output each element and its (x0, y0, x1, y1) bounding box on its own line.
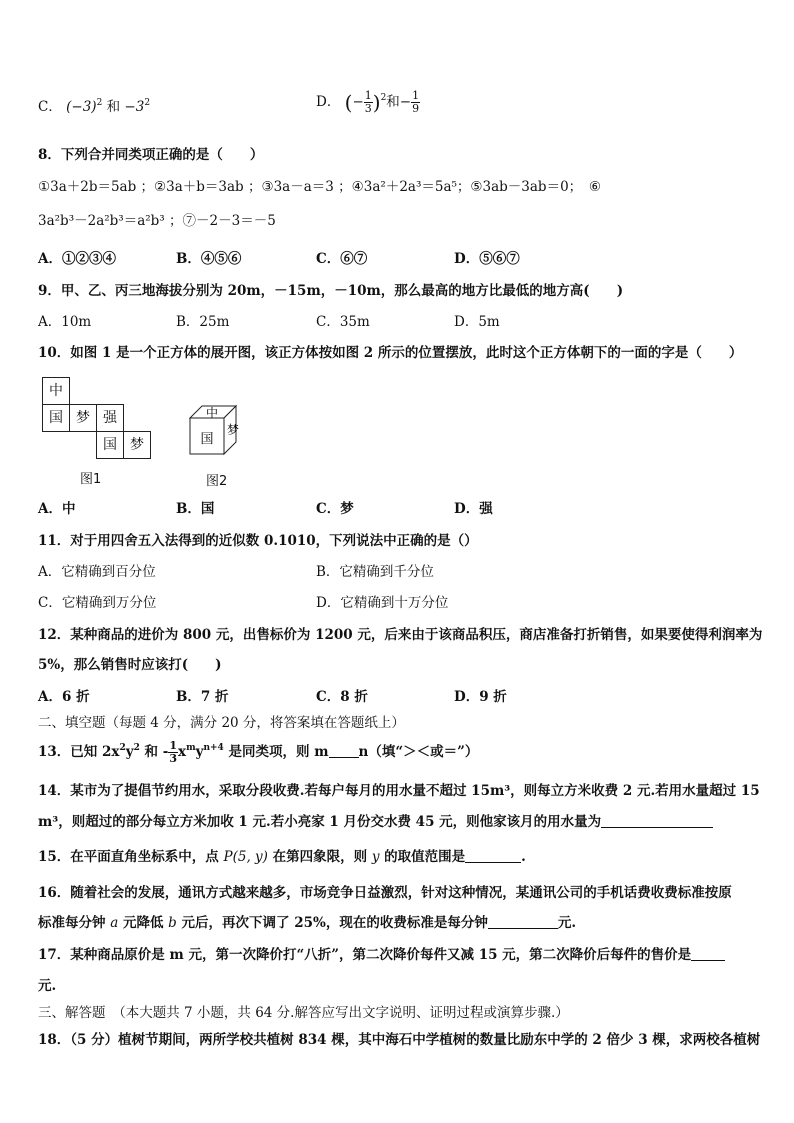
q11-option-d: D．它精确到十万分位 (316, 595, 449, 611)
q15-point: P(5, y) (223, 849, 268, 865)
cube-face-front: 国 (200, 432, 214, 447)
q8-stem: 8．下列合并同类项正确的是（ ） (38, 147, 264, 163)
q16-answer-blank[interactable] (488, 914, 558, 929)
q11-option-b: B．它精确到千分位 (316, 564, 434, 580)
q12-option-c: C．8 折 (316, 689, 368, 705)
q16-line2: 标准每分钟 a 元降低 b 元后，再次下调了 25%，现在的收费标准是每分钟 元. (38, 915, 577, 931)
q7-option-d-label: D． (316, 94, 341, 110)
q12-option-a: A．6 折 (38, 689, 90, 705)
section3-heading: 三、解答题 （本大题共 7 小题，共 64 分.解答应写出文字说明、证明过程或演算步骤.） (38, 1005, 569, 1021)
q17-line1: 17．某种商品原价是 m 元，第一次降价打“八折”，第二次降价每件又减 15 元，第二次降价后每件的售价是 (38, 946, 725, 964)
q14-line2: m³，则超过的部分每立方米加收 1 元.若小亮家 1 月份交水费 45 元，则他家该月的用水量为 (38, 813, 713, 831)
q10-option-d: D．强 (454, 501, 493, 517)
q10-option-a: A．中 (38, 501, 76, 517)
q16-line1: 16．随着社会的发展，通讯方式越来越多，市场竞争日益激烈，针对这种情况，某通讯公司的手机话费收费标准按原 (38, 885, 732, 901)
cube-face-top: 中 (205, 406, 219, 420)
net-cell-3: 梦 (69, 404, 97, 432)
net-cell-2: 国 (42, 404, 70, 432)
q8-option-b: B．④⑤⑥ (176, 251, 242, 267)
q11-option-c: C．它精确到万分位 (38, 595, 157, 611)
q7-option-c-exp-b: 2 (144, 98, 151, 108)
net-cell-5: 国 (96, 431, 124, 459)
net-cell-6: 梦 (123, 431, 151, 459)
q13-answer-blank[interactable] (329, 743, 359, 758)
q7-option-d-and: 和− (386, 94, 412, 110)
q16-var-b: b (168, 915, 177, 931)
net-cell-4: 强 (96, 404, 124, 432)
section2-heading: 二、填空题（每题 4 分，满分 20 分，将答案填在答题纸上） (38, 715, 405, 731)
q7-option-c-expr-a: (−3) (66, 99, 97, 115)
q10-figure2-cube (186, 404, 246, 460)
q18-line1: 18．（5 分）植树节期间，两所学校共植树 834 棵，其中海石中学植树的数量比励东中学的 2 倍少 3 棵，求两校各植树 (38, 1032, 761, 1048)
q7-option-c-label: C． (38, 99, 62, 115)
q9-option-a: A．10m (38, 314, 92, 330)
q12-option-d: D．9 折 (454, 689, 507, 705)
q13-line: 13．已知 $2x^2y^2$ 和 - $\frac{1}{3}$ $x^my^{n+4}$ 是同类项，则 m n（填“＞＜或＝”） (38, 739, 479, 765)
net-cell-1: 中 (42, 377, 70, 405)
q7-option-c-and: 和 (106, 99, 121, 115)
q11-option-a: A．它精确到百分位 (38, 564, 156, 580)
q9-option-d: D．5m (454, 314, 500, 330)
q9-option-b: B．25m (176, 314, 230, 330)
q15-line: 15．在平面直角坐标系中，点 P(5, y) 在第四象限，则 y 的取值范围是 . (38, 849, 526, 865)
q9-option-c: C．35m (316, 314, 370, 330)
q10-option-c: C．梦 (316, 501, 354, 517)
q11-stem: 11．对于用四舍五入法得到的近似数 0.1010，下列说法中正确的是（） (38, 533, 478, 549)
q13-fraction: $\frac{1}{3}$ (169, 739, 177, 765)
q8-option-c: C．⑥⑦ (316, 251, 368, 267)
q8-items-line2: 3a²b³－2a²b³＝a²b³ ；⑦－2－3＝－5 (38, 213, 276, 229)
q12-option-b: B．7 折 (176, 689, 229, 705)
q7-option-d-fraction-2: $\frac{1}{9}$ (412, 89, 420, 115)
cube-face-side: 梦 (226, 423, 240, 437)
q7-option-d: D． (− $\frac{1}{3}$ )$^2$和− $\frac{1}{9}$ (316, 89, 420, 115)
q16-var-a: a (110, 915, 119, 931)
q17-line2: 元. (38, 978, 57, 994)
q14-line1: 14．某市为了提倡节约用水，采取分段收费.若每户每月的用水量不超过 15m³，则每立方米收费 2 元.若用水量超过 15 (38, 783, 760, 799)
q8-option-d: D．⑤⑥⑦ (454, 251, 520, 267)
q14-answer-blank[interactable] (601, 813, 713, 828)
q7-option-c-exp-a: 2 (96, 98, 103, 108)
q8-items-line1: ①3a＋2b＝5ab ；②3a＋b＝3ab ；③3a－a＝3 ；④3a²＋2a³＝5a⁵；⑤3ab－3ab＝0； ⑥ (38, 179, 602, 195)
q7-option-c (38, 98, 150, 116)
q7-option-d-fraction: $\frac{1}{3}$ (364, 89, 372, 115)
q8-option-a: A．①②③④ (38, 251, 116, 267)
q15-var: y (371, 849, 380, 865)
q10-figure1-caption: 图1 (80, 472, 102, 487)
q9-stem: 9．甲、乙、丙三地海拔分别为 20m，－15m，－10m，那么最高的地方比最低的地方高( ) (38, 283, 624, 299)
q10-option-b: B．国 (176, 501, 215, 517)
q10-stem: 10．如图 1 是一个正方体的展开图，该正方体按如图 2 所示的位置摆放，此时这个正方体朝下的一面的字是（ ） (38, 345, 743, 361)
q10-figure2-caption: 图2 (206, 474, 228, 489)
q12-stem-line1: 12．某种商品的进价为 800 元，出售标价为 1200 元，后来由于该商品积压，商店准备打折销售，如果要使得利润率为 (38, 627, 763, 643)
q17-answer-blank[interactable] (691, 946, 725, 961)
q15-answer-blank[interactable] (465, 848, 521, 863)
q7-option-d-exp: 2 (380, 93, 387, 103)
q7-option-c-expr-b: −3 (124, 99, 145, 115)
q12-stem-line2: 5%，那么销售时应该打( ) (38, 657, 222, 673)
